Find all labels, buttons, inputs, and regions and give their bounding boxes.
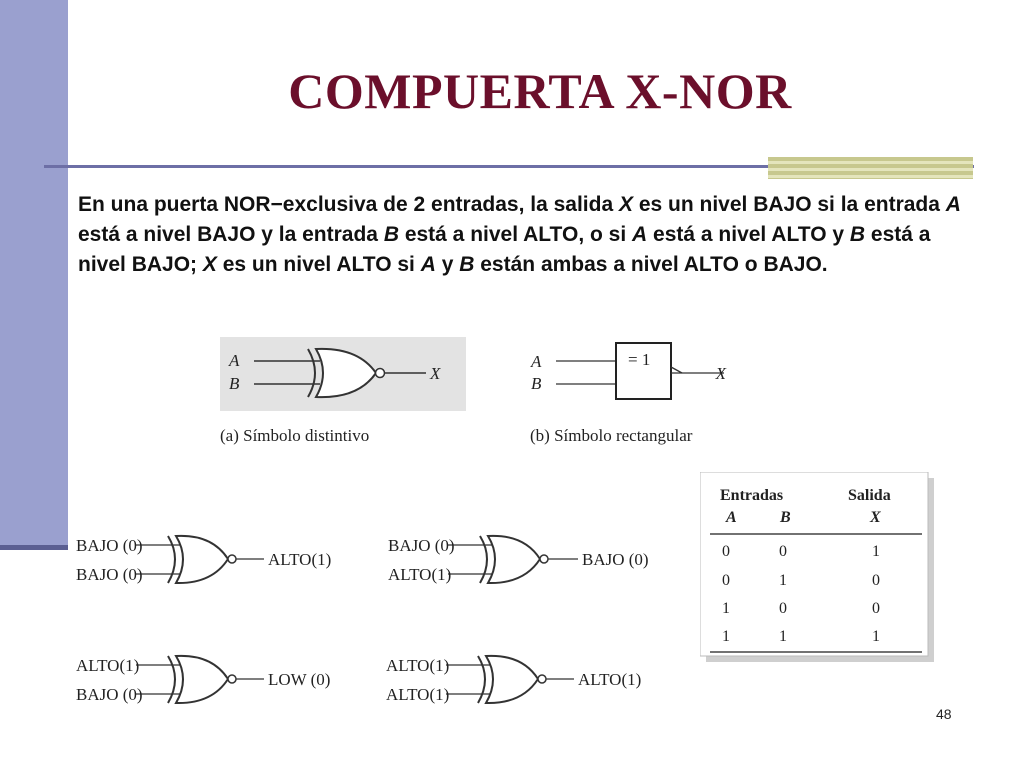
slide-title: COMPUERTA X-NOR (288, 63, 792, 119)
table-cell: 0 (722, 543, 730, 560)
example-gate-1 (76, 528, 346, 592)
table-cell: 1 (872, 628, 880, 645)
distinctive-output-x: X (430, 364, 441, 383)
distinctive-caption: (a) Símbolo distintivo (220, 426, 370, 445)
rectangular-output-x: X (715, 364, 726, 383)
example-gate-2 (388, 528, 658, 592)
sidebar-shadow (0, 545, 68, 550)
table-col-x: X (870, 509, 881, 526)
table-col-a: A (726, 509, 737, 526)
table-cell: 0 (779, 600, 787, 617)
rectangular-input-b: B (531, 374, 542, 393)
example-gate-4 (386, 648, 656, 712)
rectangular-caption: (b) Símbolo rectangular (530, 426, 693, 445)
sidebar-bar (0, 0, 68, 545)
table-cell: 0 (872, 572, 880, 589)
example-1-input-a: BAJO (0) (76, 536, 143, 555)
table-cell: 1 (779, 572, 787, 589)
table-cell: 1 (722, 600, 730, 617)
table-cell: 1 (779, 628, 787, 645)
example-4-input-a: ALTO(1) (386, 656, 450, 675)
example-1-output: ALTO(1) (268, 550, 332, 569)
example-3-input-a: ALTO(1) (76, 656, 140, 675)
table-cell: 1 (722, 628, 730, 645)
example-2-input-a: BAJO (0) (388, 536, 455, 555)
example-3-input-b: BAJO (0) (76, 685, 143, 704)
table-cell: 0 (779, 543, 787, 560)
truth-table (700, 472, 940, 668)
table-cell: 1 (872, 543, 880, 560)
example-2-input-b: ALTO(1) (388, 565, 452, 584)
example-2-output: BAJO (0) (582, 550, 649, 569)
page-number: 48 (936, 706, 952, 722)
table-col-b: B (780, 509, 791, 526)
table-header-output: Salida (848, 487, 891, 504)
title-divider-accent (768, 157, 973, 179)
example-1-input-b: BAJO (0) (76, 565, 143, 584)
example-4-input-b: ALTO(1) (386, 685, 450, 704)
table-header-inputs: Entradas (720, 487, 784, 504)
table-cell: 0 (872, 600, 880, 617)
description-paragraph: En una puerta NOR−exclusiva de 2 entradas, la salida X es un nivel BAJO si la entrada A está a nivel BAJO y la entrada B está a nivel ALTO, o si A está a nivel ALTO y B está a nivel BAJO; X es un nivel ALTO si A y B están ambas a nivel ALTO o BAJO. (78, 193, 961, 276)
distinctive-input-a: A (229, 351, 240, 370)
table-cell: 0 (722, 572, 730, 589)
xnor-rectangular-symbol (528, 337, 728, 449)
distinctive-input-b: B (229, 374, 240, 393)
xnor-distinctive-symbol (220, 337, 470, 449)
example-gate-3 (76, 648, 346, 712)
rectangular-box-label: = 1 (628, 350, 651, 369)
example-4-output: ALTO(1) (578, 670, 642, 689)
example-3-output: LOW (0) (268, 670, 331, 689)
rectangular-input-a: A (531, 352, 542, 371)
